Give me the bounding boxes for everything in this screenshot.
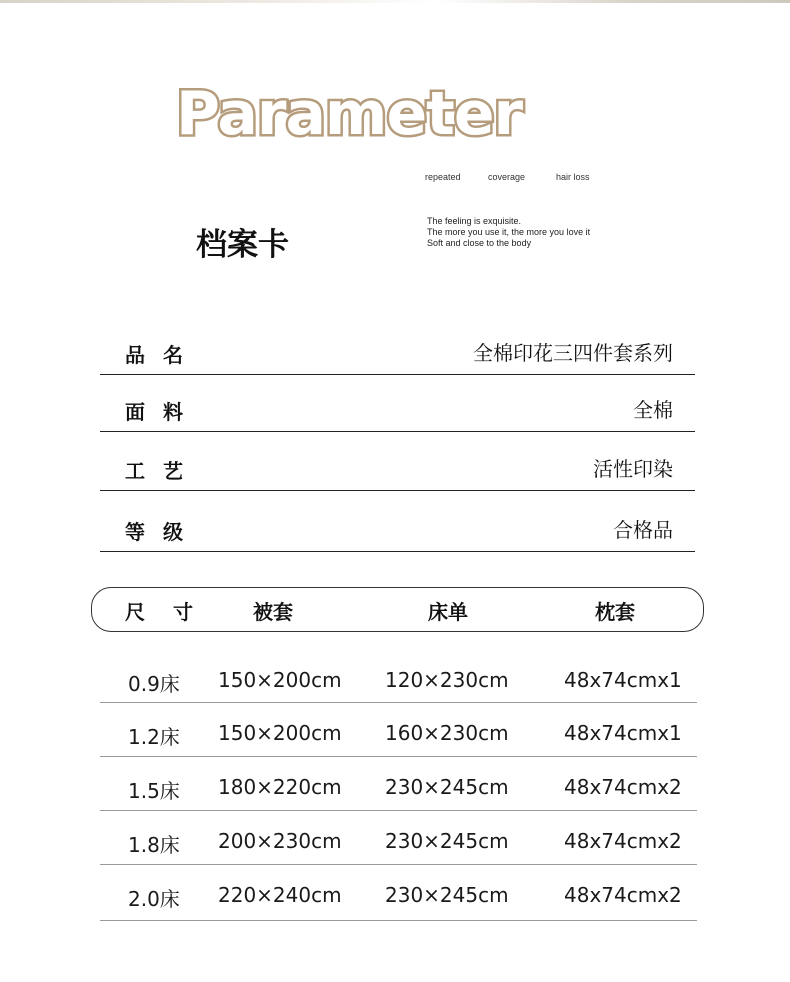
tagline-line-1: The feeling is exquisite. bbox=[427, 216, 522, 226]
table-row bbox=[100, 865, 697, 921]
cell-pillowcase: 48x74cmx1 bbox=[564, 668, 682, 692]
tag-hair-loss: hair loss bbox=[556, 172, 590, 182]
tagline-line-3: Soft and close to the body bbox=[427, 238, 532, 248]
cell-pillowcase: 48x74cmx2 bbox=[564, 775, 682, 799]
spec-row-craft bbox=[100, 432, 695, 491]
header-duvet-cover: 被套 bbox=[253, 600, 293, 624]
spec-value: 全棉印花三四件套系列 bbox=[473, 341, 673, 365]
table-row bbox=[100, 757, 697, 811]
cell-bed-sheet: 160×230cm bbox=[385, 721, 509, 745]
table-row bbox=[100, 811, 697, 865]
header-bed-sheet: 床单 bbox=[428, 600, 468, 624]
size-table bbox=[100, 650, 697, 921]
spec-label: 面料 bbox=[125, 400, 201, 424]
cell-duvet-cover: 150×200cm bbox=[218, 668, 342, 692]
cell-duvet-cover: 180×220cm bbox=[218, 775, 342, 799]
size-table-header bbox=[91, 587, 704, 632]
cell-bed-size: 1.2床 bbox=[128, 725, 180, 749]
cell-pillowcase: 48x74cmx1 bbox=[564, 721, 682, 745]
spec-table bbox=[100, 326, 695, 552]
cell-bed-size: 1.8床 bbox=[128, 833, 180, 857]
spec-row-grade bbox=[100, 491, 695, 552]
tag-coverage: coverage bbox=[488, 172, 526, 182]
cell-pillowcase: 48x74cmx2 bbox=[564, 883, 682, 907]
table-row bbox=[100, 650, 697, 703]
spec-label: 等级 bbox=[125, 520, 201, 544]
cell-bed-sheet: 230×245cm bbox=[385, 829, 509, 853]
cell-bed-size: 1.5床 bbox=[128, 779, 180, 803]
page-title: Parameter bbox=[176, 79, 523, 149]
spec-label: 品名 bbox=[125, 343, 201, 367]
cell-bed-sheet: 120×230cm bbox=[385, 668, 509, 692]
cell-bed-size: 2.0床 bbox=[128, 887, 180, 911]
spec-value: 活性印染 bbox=[593, 457, 673, 481]
header-size: 尺寸 bbox=[125, 600, 221, 624]
header-pillowcase: 枕套 bbox=[595, 600, 635, 624]
spec-label: 工艺 bbox=[125, 459, 201, 483]
spec-row-name bbox=[100, 326, 695, 375]
spec-value: 全棉 bbox=[633, 398, 673, 422]
cell-duvet-cover: 150×200cm bbox=[218, 721, 342, 745]
top-decor-strip bbox=[0, 0, 790, 3]
cell-duvet-cover: 220×240cm bbox=[218, 883, 342, 907]
spec-value: 合格品 bbox=[613, 518, 673, 542]
cell-duvet-cover: 200×230cm bbox=[218, 829, 342, 853]
cell-bed-sheet: 230×245cm bbox=[385, 883, 509, 907]
cell-bed-sheet: 230×245cm bbox=[385, 775, 509, 799]
table-row bbox=[100, 703, 697, 757]
tagline-line-2: The more you use it, the more you love it bbox=[427, 227, 591, 237]
cell-pillowcase: 48x74cmx2 bbox=[564, 829, 682, 853]
card-title: 档案卡 bbox=[196, 227, 289, 263]
spec-row-fabric bbox=[100, 375, 695, 432]
tag-repeated: repeated bbox=[425, 172, 461, 182]
cell-bed-size: 0.9床 bbox=[128, 672, 180, 696]
